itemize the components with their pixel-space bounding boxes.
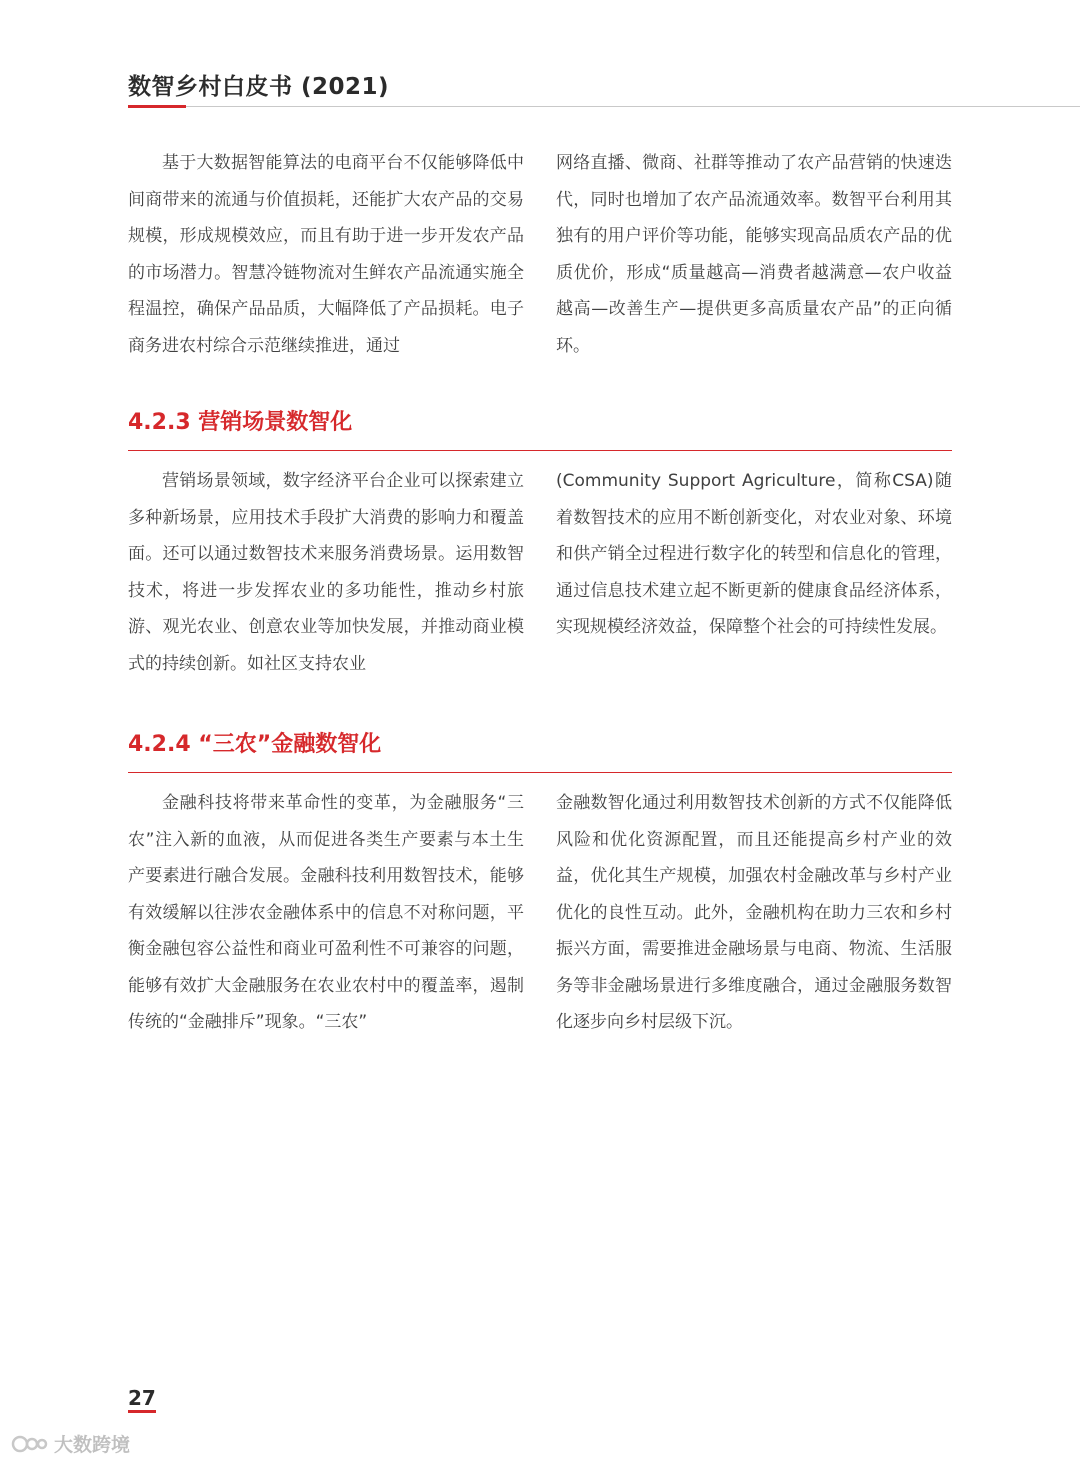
- section-heading: 4.2.4 “三农”金融数智化: [128, 732, 382, 757]
- page-number-underline: [128, 1410, 156, 1413]
- section-4-2-3: [128, 408, 952, 451]
- section-4-2-4-columns: [128, 785, 952, 1041]
- section-4-2-3-columns: [128, 463, 952, 682]
- document-title: 数智乡村白皮书 (2021): [128, 74, 390, 100]
- section-4-2-4-left-paragraph: 金融科技将带来革命性的变革，为金融服务“三农”注入新的血液，从而促进各类生产要素与本土生产要素进行融合发展。金融科技利用数智技术，能够有效缓解以往涉农金融体系中的信息不对称问题，平衡金融包容公益性和商业可盈利性不可兼容的问题，能够有效扩大金融服务在农业农村中的覆盖率，遏制传统的“金融排斥”现象。“三农”: [128, 793, 524, 1032]
- header-divider: [128, 106, 1080, 107]
- header-accent-bar: [128, 105, 186, 108]
- section-heading: 4.2.3 营销场景数智化: [128, 410, 353, 435]
- section-divider: [128, 772, 952, 773]
- section-4-2-4: [128, 730, 952, 773]
- intro-right-paragraph: 网络直播、微商、社群等推动了农产品营销的快速迭代，同时也增加了农产品流通效率。数智平台利用其独有的用户评价等功能，能够实现高品质农产品的优质优价，形成“质量越高—消费者越满意—农户收益越高—改善生产—提供更多高质量农产品”的正向循环。: [556, 153, 952, 356]
- watermark-logo-icon: [10, 1432, 48, 1456]
- section-4-2-3-right-paragraph: (Community Support Agriculture，简称CSA)随着数智技术的应用不断创新变化，对农业对象、环境和供产销全过程进行数字化的转型和信息化的管理，通过信息技术建立起不断更新的健康食品经济体系，实现规模经济效益，保障整个社会的可持续性发展。: [556, 471, 952, 637]
- intro-left-paragraph: 基于大数据智能算法的电商平台不仅能够降低中间商带来的流通与价值损耗，还能扩大农产品的交易规模，形成规模效应，而且有助于进一步开发农产品的市场潜力。智慧冷链物流对生鲜农产品流通实施全程温控，确保产品品质，大幅降低了产品损耗。电子商务进农村综合示范继续推进，通过: [128, 153, 524, 356]
- page-number: 27: [128, 1386, 156, 1410]
- section-divider: [128, 450, 952, 451]
- section-4-2-3-left-paragraph: 营销场景领域，数字经济平台企业可以探索建立多种新场景，应用技术手段扩大消费的影响力和覆盖面。还可以通过数智技术来服务消费场景。运用数智技术，将进一步发挥农业的多功能性，推动乡村旅游、观光农业、创意农业等加快发展，并推动商业模式的持续创新。如社区支持农业: [128, 471, 524, 674]
- watermark: [10, 1430, 130, 1457]
- section-4-2-4-right-paragraph: 金融数智化通过利用数智技术创新的方式不仅能降低风险和优化资源配置，而且还能提高乡村产业的效益，优化其生产规模，加强农村金融改革与乡村产业优化的良性互动。此外，金融机构在助力三农和乡村振兴方面，需要推进金融场景与电商、物流、生活服务等非金融场景进行多维度融合，通过金融服务数智化逐步向乡村层级下沉。: [556, 793, 952, 1032]
- watermark-text: 大数跨境: [54, 1434, 131, 1456]
- intro-columns: [128, 145, 952, 364]
